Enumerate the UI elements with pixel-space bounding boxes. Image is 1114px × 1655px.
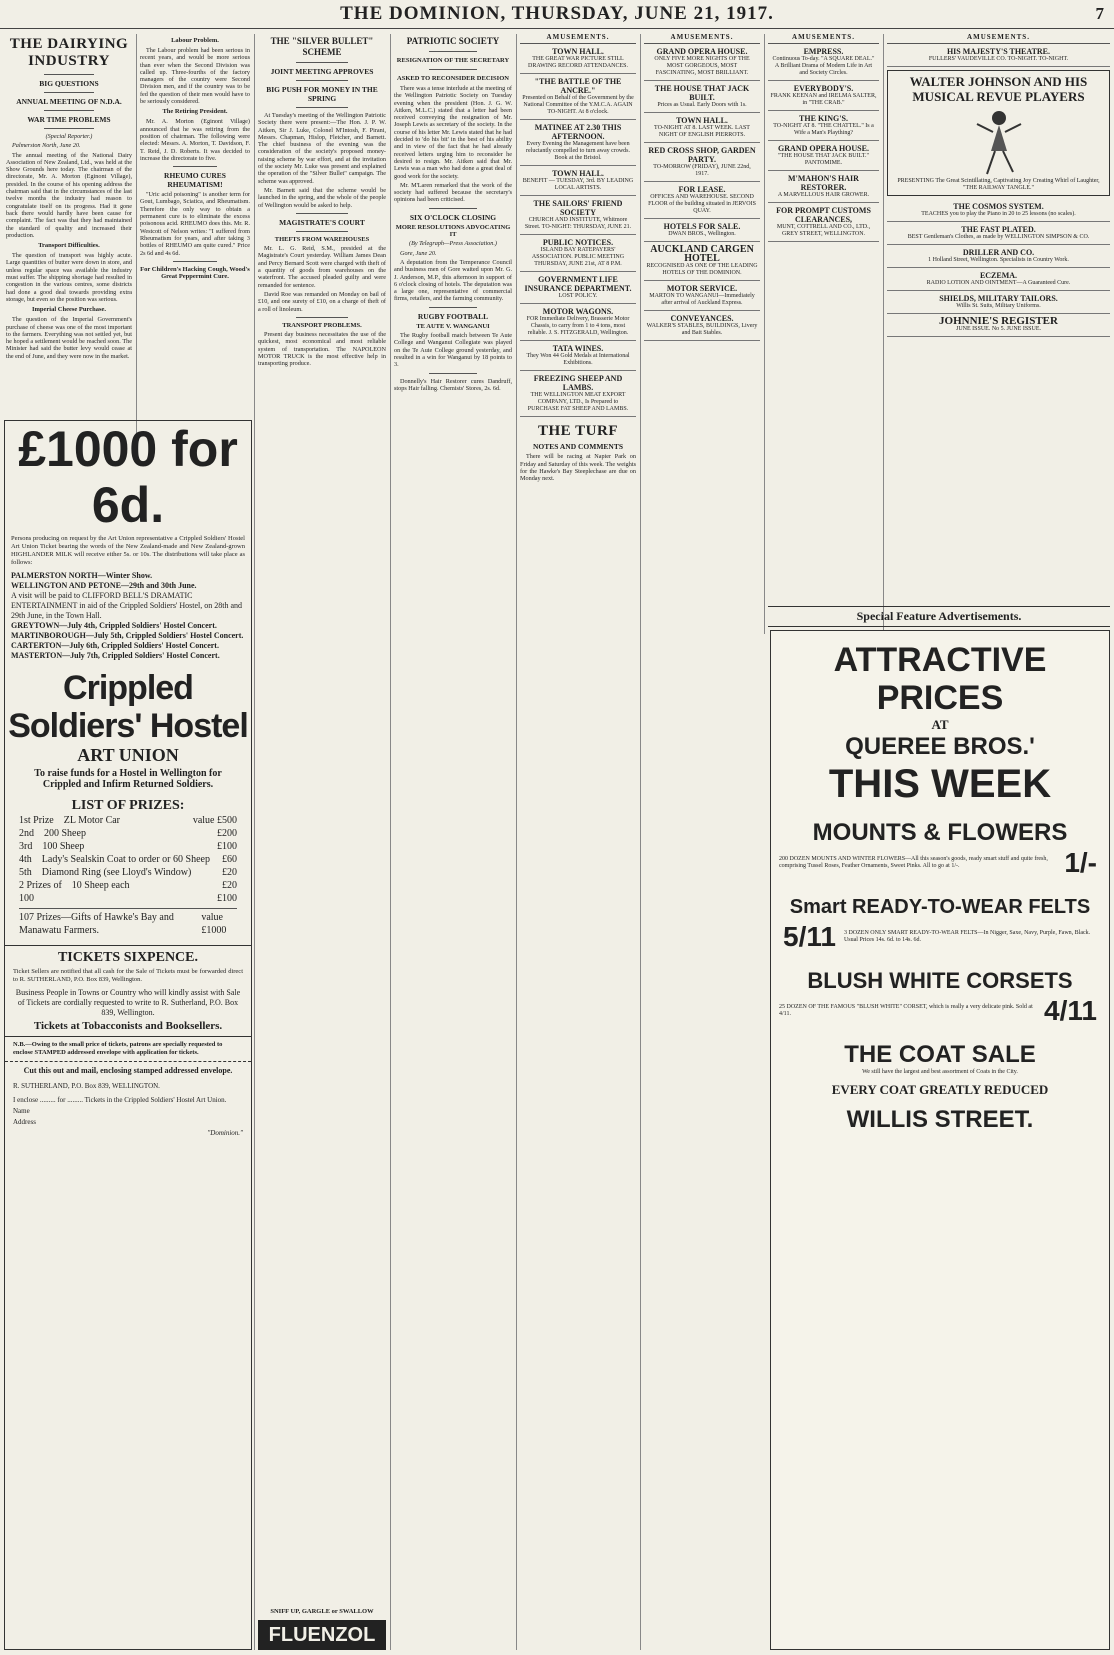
art-union-date: WELLINGTON AND PETONE—29th and 30th June. <box>11 581 197 590</box>
art-union-intro: Persons producing on request by the Art Union representative a Crippled Soldiers' Hostel Art Union Ticket bearing the words of the New Zealand-made and New Zealand-grown HIGHLANDER MILK will receive either 5s. or 10s. The distributions will take place as follows: <box>11 535 245 566</box>
amusements-column-3 <box>768 34 879 594</box>
cough-ad: For Children's Hacking Cough, Wood's Great Peppermint Cure. <box>140 265 250 281</box>
ticket-note: Ticket Sellers are notified that all cash for the Sale of Tickets must be forwarded direct to R. SUTHERLAND, P.O. Box 839, Wellington. <box>13 968 243 983</box>
business-note: Business People in Towns or Country who will kindly assist with Sale of Tickets are cordially requested to write to R. Sutherland, P.O. Box 839, Wellington. <box>15 988 241 1017</box>
queree-line-1: ATTRACTIVE <box>833 641 1047 679</box>
form-line-address: Address <box>13 1118 36 1126</box>
section-heading: Transport Difficulties. <box>38 242 100 250</box>
article-body: Mr. L. G. Reid, S.M., presided at the Magistrate's Court yesterday. William James Dean and Percy Bernard Scott were charged with theft of a quantity of goods from warehouses on the waterfront. The accused pleaded guilty and were remanded for sentence. <box>258 245 386 289</box>
article-dairying-continued <box>140 34 250 424</box>
classified-ad: MOTOR WAGONS. FOR Immediate Delivery, Brasserie Motor Chassis, to carry from 1 to 4 tons, most reliable. J. S. FITZGERALD, Wellington. <box>520 304 636 341</box>
column-rule <box>136 34 137 454</box>
prize-row: 2 Prizes of 10 Sheep each £20 <box>19 880 237 891</box>
ticket-outlets: Tickets at Tobacconists and Booksellers. <box>33 1020 223 1032</box>
classified-ad: EMPRESS. Continuous To-day. "A SQUARE DEAL." A Brilliant Drama of Modern Life in Art and Society Circles. <box>768 44 879 81</box>
classified-ad: MATINEE AT 2.30 THIS AFTERNOON. Every Evening the Management have been reluctantly compelled to turn away crowds. Book at the Bristol. <box>520 120 636 166</box>
prize-row: 5th Diamond Ring (see Lloyd's Window) £20 <box>19 867 237 878</box>
transport-ad-body: Present day business necessitates the use of the quickest, most economical and most reliable system of transportation. The NAPOLEON MOTOR TRUCK is the most effective help in transporting produce. <box>258 331 386 368</box>
rheumo-ad-body: "Uric acid poisoning" is another term for Gout, Lumbago, Sciatica, and Rheumatism. Therefore the only way to obtain a permanent cure is to eliminate the excess poisonous acid. RHEUMO does this. Mr. R. Westcott of Nelson writes: "I suffered from Rheumatism for years, and after taking 3 bottles of RHEUMO am quite cured." Price 2s 6d and 4s 6d. <box>140 191 250 257</box>
art-union-date: PALMERSTON NORTH—Winter Show. <box>11 571 153 580</box>
art-union-headline: £1000 for 6d. <box>18 421 238 533</box>
classified-ad: FREEZING SHEEP AND LAMBS. THE WELLINGTON MEAT EXPORT COMPANY, LTD., Is Prepared to PURCHASE FAT SHEEP AND LAMBS. <box>520 371 636 417</box>
column-rule <box>640 34 641 1650</box>
classified-ad: PUBLIC NOTICES. ISLAND BAY RATEPAYERS' ASSOCIATION. PUBLIC MEETING THURSDAY, JUNE 21st, AT 8 P.M. <box>520 235 636 272</box>
classified-ad: HIS MAJESTY'S THEATRE. FULLERS' VAUDEVILLE CO. TO-NIGHT. TO-NIGHT. <box>887 44 1110 67</box>
art-union-advertisement <box>4 420 252 1650</box>
classified-ad: MOTOR SERVICE. MARTON TO WANGANUI—Immediately after arrival of Auckland Express. <box>644 281 760 311</box>
walter-johnson-ad: WALTER JOHNSON AND HIS MUSICAL REVUE PLAYERS PRESENTING The Great Scintillating, Captivating Joy Creating Whirl of Laughter, "THE RAILWAY TANGLE." <box>887 70 1110 196</box>
felts-heading: Smart READY-TO-WEAR FELTS <box>789 896 1091 918</box>
rugby-headline: RUGBY FOOTBALL <box>417 311 489 321</box>
art-union-date: MARTINBOROUGH—July 5th, Crippled Soldiers' Hostel Concert. <box>11 631 244 640</box>
fluenzol-tagline: SNIFF UP, GARGLE or SWALLOW <box>270 1608 374 1615</box>
fluenzol-ad: FLUENZOL <box>258 1620 386 1650</box>
coat-sale-tagline: EVERY COAT GREATLY REDUCED <box>831 1082 1049 1097</box>
subheadline: THEFTS FROM WAREHOUSES <box>274 235 370 243</box>
prize-row: 100 £100 <box>19 893 237 904</box>
mounts-price: 1/- <box>1064 847 1097 878</box>
section-heading: Imperial Cheese Purchase. <box>31 306 107 314</box>
section-heading: The Retiring President. <box>162 108 228 116</box>
amusements-column-1 <box>520 34 636 1644</box>
article-dairying <box>6 34 132 424</box>
subheadline: BIG PUSH FOR MONEY IN THE SPRING <box>266 85 378 103</box>
turf-body: There will be racing at Napier Park on Friday and Saturday of this week. The weights for the Hawke's Bay Steeplechase are due on Monday next. <box>520 453 636 483</box>
queree-line-3: AT <box>931 717 949 732</box>
amusements-heading: AMUSEMENTS. <box>644 34 760 44</box>
turf-subheadline: NOTES AND COMMENTS <box>532 442 623 452</box>
byline: (By Telegraph—Press Association.) <box>409 240 497 248</box>
classified-ad: HOTELS FOR SALE. DWAN BROS., Wellington. <box>644 219 760 242</box>
article-body: There was a tense interlude at the meeting of the Wellington Patriotic Society on Tuesday evening when the president (Hon. J. G. W. Aitken, M.L.C.) stated that a letter had been received conveying the resignation of Mr. Joseph Lewis as secretary of the society. In the course of his letter Mr. Lewis stated that he had decided to 'do his bit' in the best of his ability and in view of the fact that he had already received letters urging him to reconsider he desired to resign. Mr. Aitken said that Mr. Lewis was a man who had done a great deal of good work for the society. <box>394 85 512 180</box>
classified-ad: DRILLER AND CO. 1 Holland Street, Wellington. Specialists in Country Work. <box>887 245 1110 268</box>
transport-ad-title: TRANSPORT PROBLEMS. <box>282 321 362 329</box>
prizes-title: LIST OF PRIZES: <box>71 798 185 813</box>
classified-ad: EVERYBODY'S. FRANK KEENAN and IRELMA SALTER, in "THE CRAB." <box>768 81 879 111</box>
prize-row: 4th Lady's Sealskin Coat to order or 60 Sheep £60 <box>19 854 237 865</box>
classified-ad: CONVEYANCES. WALKER'S STABLES, BUILDINGS, Livery and Bait Stables. <box>644 311 760 341</box>
mail-address: R. SUTHERLAND, P.O. Box 839, WELLINGTON. <box>13 1082 160 1090</box>
nb-note: N.B.—Owing to the small price of tickets, patrons are specially requested to enclose STAMPED addressed envelope with application for tickets. <box>5 1036 251 1061</box>
article-body: The annual meeting of the National Dairy Association of New Zealand, Ltd., was held at the Show Grounds here today. The chairman of the directorate, Mr. A. Morton (Eginont Village), presided. In the course of his opening address the chairman said that in the circumstances of the last twelve months the industry had reason to congratulate itself on its progress. Had it gone back there would hardly have been cause for complaint. The fact was that they had maintained the standard of quality and increased their production. <box>6 151 132 239</box>
corsets-price: 4/11 <box>1044 995 1097 1026</box>
headline: THE "SILVER BULLET" SCHEME <box>270 36 374 57</box>
classified-ad: TOWN HALL. TO-NIGHT AT 8. LAST WEEK. LAST NIGHT OF ENGLISH PIERROTS. <box>644 113 760 143</box>
art-union-title: Crippled Soldiers' Hostel <box>8 669 248 745</box>
form-paper: "Dominion." <box>207 1129 243 1137</box>
turf-headline: THE TURF <box>538 423 618 440</box>
classified-ad: GOVERNMENT LIFE INSURANCE DEPARTMENT. LOST POLICY. <box>520 272 636 304</box>
amusements-heading: AMUSEMENTS. <box>887 34 1110 44</box>
article-body: A deputation from the Temperance Council and business men of Gore waited upon Mr. G. J. Anderson, M.P., this afternoon in support of 6 o'clock closing of hotels. The deputation was a large one, representative of commercial firms, retailers, and the farming community. <box>394 258 512 303</box>
byline: (Special Reporter.) <box>45 133 93 140</box>
article-body: David Roe was remanded on Monday on bail of £10, and one surety of £10, on a charge of theft of a roll of linoleum. <box>258 290 386 313</box>
felts-price: 5/11 <box>783 921 836 952</box>
subheadline: BIG QUESTIONS <box>39 79 99 88</box>
six-oclock-headline: SIX O'CLOCK CLOSING <box>409 212 497 222</box>
subheadline: ASKED TO RECONSIDER DECISION <box>397 75 509 82</box>
felts-body: 3 DOZEN ONLY SMART READY-TO-WEAR FELTS—In Nigger, Saxe, Navy, Purple, Fawn, Black. Usual Prices 14s. 6d. to 14s. 6d. <box>843 930 1091 943</box>
queree-line-2: PRICES <box>876 679 1004 717</box>
tickets-heading: TICKETS SIXPENCE. <box>5 945 251 966</box>
classified-ad: FOR PROMPT CUSTOMS CLEARANCES, MUNT, COTTRELL AND CO., LTD., GREY STREET, WELLINGTON. <box>768 203 879 242</box>
column-rule <box>764 34 765 634</box>
article-body: At Tuesday's meeting of the Wellington Patriotic Society there were present:—The Hon. J. P. W. Aitken, Sir J. Luke, Colonel M'Intosh, F. Pirani, Messrs. Chapman, Hislop, Fletcher, and Barnett. The chief business of the evening was the consideration of the society's proposed money-raising scheme by war effort, and at the invitation of the society Mr. Luke was present and explained the operation of the "Silver Bullet" campaign. The scheme was approved. <box>258 112 386 185</box>
amusements-heading: AMUSEMENTS. <box>768 34 879 44</box>
prize-row: 2nd 200 Sheep £200 <box>19 828 237 839</box>
subheadline: WAR TIME PROBLEMS <box>27 115 111 124</box>
prize-list <box>5 814 251 937</box>
column-rule <box>883 34 884 634</box>
subheadline: RESIGNATION OF THE SECRETARY <box>396 57 510 64</box>
order-form <box>5 1093 251 1141</box>
section-heading: Labour Problem. <box>171 37 219 44</box>
mounts-body: 200 DOZEN MOUNTS AND WINTER FLOWERS—All this season's goods, ready smart stuff and quite fresh, comprising Tussel Roses, Feather Ornaments, Sweet Pinks. All to go at 1/-. <box>779 856 1048 869</box>
amusements-column-4 <box>887 34 1110 594</box>
masthead <box>0 0 1114 29</box>
classified-ad: THE SAILORS' FRIEND SOCIETY CHURCH AND INSTITUTE, Whitmore Street. TO-NIGHT: THURSDAY, JUNE 21. <box>520 196 636 235</box>
store-address: WILLIS STREET. <box>846 1106 1034 1133</box>
article-body: Mr. A. Morton (Eginont Village) announced that he was retiring from the position of chairman. The following were elected: Messrs. A. Morton, T. Davidson, F. T. Reid, J. D. Roberts. It was decided to increase the directorate to five. <box>140 118 250 162</box>
column-rule <box>390 34 391 1650</box>
article-body: Mr. M'Laren remarked that the work of the society had suffered because the secretary's opinions had been criticised. <box>394 181 512 204</box>
dancer-illustration <box>969 106 1029 176</box>
art-union-date: A visit will be paid to CLIFFORD BELL'S DRAMATIC ENTERTAINMENT in aid of the Crippled Soldiers' Hostel, on 28th and 29th June, in the Town Hall. <box>11 591 243 620</box>
classified-ad: AUCKLAND CARGEN HOTEL RECOGNISED AS ONE OF THE LEADING HOTELS OF THE DOMINION. <box>644 242 760 281</box>
form-line-name: Name <box>13 1107 30 1115</box>
classified-ad: THE KING'S. TO-NIGHT AT 8. "THE CHATTEL." Is a Wife a Man's Plaything? <box>768 111 879 141</box>
art-union-date: MASTERTON—July 7th, Crippled Soldiers' Hostel Concert. <box>11 651 220 660</box>
queree-brand: QUEREE BROS.' <box>845 733 1035 760</box>
classified-ad: ECZEMA. RADIO LOTION AND OINTMENT—A Guaranteed Cure. <box>887 268 1110 291</box>
queree-bros-advertisement <box>770 630 1110 1650</box>
prize-row: 3rd 100 Sheep £100 <box>19 841 237 852</box>
classified-ad: JOHNNIE'S REGISTER JUNE ISSUE. No 5. JUNE ISSUE. <box>887 314 1110 337</box>
classified-ad: RED CROSS SHOP, GARDEN PARTY. TO-MORROW (FRIDAY), JUNE 22nd, 1917. <box>644 143 760 182</box>
classified-ad: M'MAHON'S HAIR RESTORER. A MARVELLOUS HAIR GROWER. <box>768 171 879 203</box>
column-rule <box>254 34 255 1650</box>
classified-ad: FOR LEASE. OFFICES AND WAREHOUSE. SECOND FLOOR of the building situated in JERVOIS QUAY. <box>644 182 760 219</box>
prize-row: 107 Prizes—Gifts of Hawke's Bay and Manawatu Farmers. value £1000 <box>19 908 237 937</box>
subheadline: TE AUTE V. WANGANUI <box>416 322 490 330</box>
mounts-heading: MOUNTS & FLOWERS <box>812 819 1068 846</box>
classified-ad: GRAND OPERA HOUSE. "THE HOUSE THAT JACK BUILT." PANTOMIME. <box>768 141 879 171</box>
hair-restorer-ad: Donnelly's Hair Restorer cures Dandruff, stops Hair falling. Chemists' Stores, 2s. 6d. <box>394 377 512 392</box>
article-body: The Rugby football match between Te Aute College and Wanganui Collegiate was played on the Te Aute College ground yesterday, and resulted in a win for Wanganui by 18 points to 3. <box>394 332 512 369</box>
headline: PATRIOTIC SOCIETY <box>406 36 500 46</box>
art-union-date: GREYTOWN—July 4th, Crippled Soldiers' Hostel Concert. <box>11 621 217 630</box>
classified-ad: GRAND OPERA HOUSE. ONLY FIVE MORE NIGHTS OF THE MOST GORGEOUS, MOST FASCINATING, MOST BRILLIANT. <box>644 44 760 81</box>
classified-ad: SHIELDS, MILITARY TAILORS. Willis St. Suits, Military Uniforms. <box>887 291 1110 314</box>
special-feature-heading: Special Feature Advertisements. <box>768 606 1110 627</box>
rheumo-ad-title: RHEUMO CURES RHEUMATISM! <box>164 171 226 190</box>
classified-ad: "THE BATTLE OF THE ANCRE." Presented on Behalf of the Government by the National Committee of the Y.M.C.A. AGAIN TO-NIGHT. At 8 o'clock. <box>520 74 636 120</box>
art-union-purpose: To raise funds for a Hostel in Wellington for Crippled and Infirm Returned Soldiers. <box>34 768 222 790</box>
coat-sale-body: We still have the largest and best assortment of Coats in the City. <box>862 1069 1018 1075</box>
article-body: The question of the Imperial Government's purchase of cheese was one of the most important to the farmers. Everything was not settled yet, but he hoped a settlement would be reached soon. The Minister had said the butter levy would cease at the end of June, and they were now in the market. <box>6 316 132 360</box>
article-silver-bullet <box>258 34 386 1614</box>
coat-sale-heading: THE COAT SALE <box>844 1041 1036 1068</box>
article-body: Mr. Barnett said that the scheme would be launched in the spring, and the whole of the people of Wellington would be asked to help. <box>258 186 386 209</box>
classified-ad: THE FAST PLATED. BEST Gentleman's Clothes, as made by WELLINGTON SIMPSON & CO. <box>887 222 1110 245</box>
this-week: THIS WEEK <box>828 762 1052 806</box>
subheadline: JOINT MEETING APPROVES <box>270 67 374 76</box>
art-union-subtitle: ART UNION <box>77 745 179 765</box>
art-union-date: CARTERTON—July 6th, Crippled Soldiers' Hostel Concert. <box>11 641 219 650</box>
classified-ad: TATA WINES. They Won 44 Gold Medals at International Exhibitions. <box>520 341 636 371</box>
dateline: Gore, June 20. <box>400 249 437 257</box>
classified-ad: TOWN HALL. THE GREAT WAR PICTURE STILL DRAWING RECORD ATTENDANCES. <box>520 44 636 74</box>
corsets-heading: BLUSH WHITE CORSETS <box>807 968 1073 993</box>
classified-ad: TOWN HALL. BENEFIT — TUESDAY, 3rd. BY LEADING LOCAL ARTISTS. <box>520 166 636 196</box>
prize-row: 1st Prize ZL Motor Car value £500 <box>19 815 237 826</box>
dateline: Palmerston North, June 20. <box>12 142 81 150</box>
amusements-heading: AMUSEMENTS. <box>520 34 636 44</box>
subheadline: ANNUAL MEETING OF N.D.A. <box>16 97 122 106</box>
article-body: The question of transport was highly acute. Large quantities of butter were down in store, and unless regular space was available the industry must suffer. The shipping shortage had resulted in congestion in the various centres, some districts had done a good deal towards providing extra storage, but even so the position was serious. <box>6 252 132 303</box>
corsets-body: 25 DOZEN OF THE FAMOUS "BLUSH WHITE" CORSET, which is really a very delicate pink. Sold at 4/11. <box>779 1004 1033 1017</box>
magistrates-court-headline: MAGISTRATE'S COURT <box>279 217 365 227</box>
article-body: The Labour problem had been serious in recent years, and would be more serious than ever when the Second Division was called up. Three-fourths of the factory managers of the country were Second Division men, and if the country was to be fed the question of their men would have to be seriously considered. <box>140 47 250 106</box>
classified-ad: THE HOUSE THAT JACK BUILT. Prices as Usual. Early Doors with 1s. <box>644 81 760 113</box>
article-patriotic-society <box>394 34 512 1644</box>
newspaper-title: THE DOMINION, THURSDAY, JUNE 21, 1917. <box>340 3 774 24</box>
headline: THE DAIRYING INDUSTRY <box>9 36 129 69</box>
column-rule <box>516 34 517 1650</box>
amusements-column-2 <box>644 34 760 1644</box>
classified-ad: THE COSMOS SYSTEM. TEACHES you to play the Piano in 20 to 25 lessons (no scales). <box>887 199 1110 222</box>
form-line-tickets: I enclose ......... for ......... Tickets in the Crippled Soldiers' Hostel Art Union. <box>13 1096 227 1104</box>
cutout-note: Cut this out and mail, enclosing stamped addressed envelope. <box>5 1061 251 1080</box>
page-number: 7 <box>1095 4 1104 23</box>
subheadline: MORE RESOLUTIONS ADVOCATING IT <box>395 223 511 239</box>
